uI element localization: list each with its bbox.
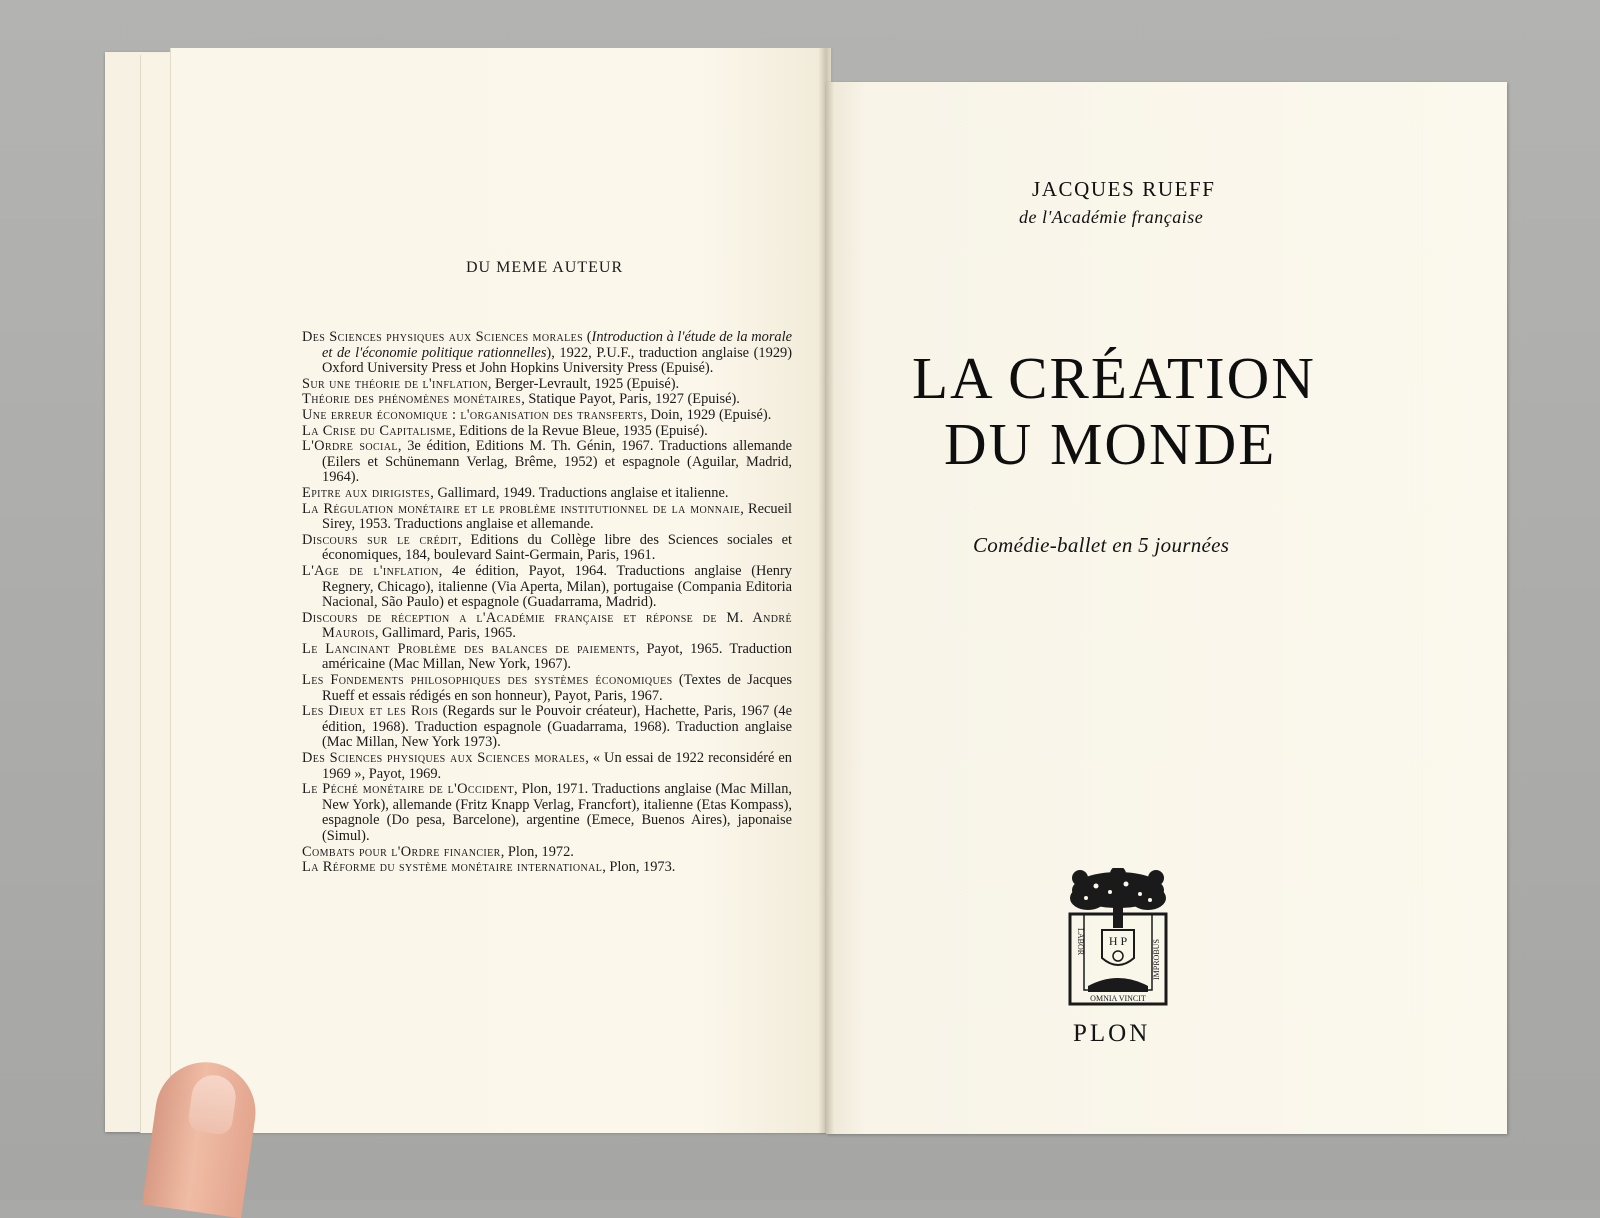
book-title-line-2: DU MONDE: [944, 411, 1277, 477]
bibliography-entry-details: , 4e édition, Payot, 1964. Traductions anglaise (Henry Regnery, Chicago), italienne (Via Aperta, Milan), portugaise (Compania Editoria Nacional, São Paulo) et espagnole (Guadarrama, Madrid).: [322, 562, 792, 611]
bibliography-entry: [302, 860, 792, 876]
bibliography-entry-title: Sur une théorie de l'inflation: [302, 375, 488, 392]
book-subtitle: Comédie-ballet en 5 journées: [973, 533, 1230, 557]
bibliography-entry-punct: (: [583, 329, 592, 345]
bibliography-entry-title: Une erreur économique : l'organisation des transferts: [302, 406, 644, 423]
bibliography-entry: [302, 377, 792, 393]
bibliography-entry-details: , 3e édition, Editions M. Th. Génin, 1967. Traductions allemande (Eilers et Schünemann Verlag, Brême, 1952) et espagnole (Aguilar, Madrid, 1964).: [322, 438, 792, 486]
bibliography-entry-title: La Crise du Capitalisme: [302, 422, 452, 439]
bibliography-entry: [302, 424, 792, 440]
bibliography-entry-title: Discours de réception a l'Académie française et réponse de M. André Maurois: [302, 609, 792, 642]
bibliography-entry: [302, 673, 792, 704]
bibliography-entry-title: Des Sciences physiques aux Sciences morales: [302, 329, 584, 345]
emblem-motto-bottom: OMNIA VINCIT: [1090, 994, 1146, 1003]
bibliography-entry-title: Discours sur le crédit: [302, 531, 458, 548]
bibliography-heading: DU MEME AUTEUR: [466, 259, 624, 276]
bibliography-entry-title: L'Ordre social: [302, 438, 398, 455]
bibliography-entry: [302, 564, 792, 611]
publisher-emblem-icon: [1066, 868, 1170, 1008]
bibliography-entry-details: , Doin, 1929 (Epuisé).: [643, 406, 772, 423]
emblem-motto-left: LABOR: [1076, 928, 1085, 956]
emblem-monogram: H P: [1108, 934, 1128, 948]
bibliography-entry-title: Théorie des phénomènes monétaires: [302, 391, 522, 408]
publisher-name: PLON: [1073, 1020, 1151, 1047]
emblem-motto-right: IMPROBUS: [1152, 939, 1161, 980]
bibliography-entry-title: La Régulation monétaire et le problème institutionnel de la monnaie: [302, 500, 741, 517]
bibliography-entry-details: (Regards sur le Pouvoir créateur), Hachette, Paris, 1967 (4e édition, 1968). Traduction espagnole (Guadarrama, 1968). Traduction anglaise (Mac Millan, New York 1973).: [322, 703, 792, 751]
bibliography-entry-details: , « Un essai de 1922 reconsidéré en 1969 », Payot, 1969.: [322, 750, 792, 782]
bibliography-list: [302, 330, 792, 876]
bibliography-entry-title: Epitre aux dirigistes: [302, 484, 431, 501]
bibliography-entry: [302, 408, 792, 424]
bibliography-entry: [302, 439, 792, 486]
bibliography-entry: [302, 533, 792, 564]
bibliography-entry: [302, 704, 792, 751]
bibliography-entry-details: , Editions de la Revue Bleue, 1935 (Epuisé).: [451, 422, 708, 439]
bibliography-entry-details: , Plon, 1971. Traductions anglaise (Mac Millan, New York), allemande (Fritz Knapp Verlag, Francfort), italienne (Etas Kompass), espagnole (Do pesa, Barcelone), argentine (Emece, Buenos Aires), japonaise (Simul).: [322, 781, 792, 844]
bibliography-entry-details: , Plon, 1973.: [602, 859, 676, 876]
bibliography-entry-details: ), 1922, P.U.F., traduction anglaise (1929) Oxford University Press et John Hopkins University Press (Epuisé).: [322, 344, 792, 377]
book-gutter: [818, 48, 834, 1134]
bibliography-entry: [302, 392, 792, 408]
bibliography-entry-details: , Gallimard, 1949. Traductions anglaise et italienne.: [430, 484, 729, 501]
bibliography-entry-title: Les Dieux et les Rois: [302, 703, 439, 720]
bibliography-entry-details: , Payot, 1965. Traduction américaine (Mac Millan, New York, 1967).: [322, 640, 792, 673]
bibliography-entry: [302, 330, 792, 377]
bibliography-entry: [302, 845, 792, 861]
bibliography-entry-details: , Statique Payot, Paris, 1927 (Epuisé).: [521, 391, 740, 408]
bibliography-entry-details: , Berger-Levrault, 1925 (Epuisé).: [487, 375, 680, 392]
bibliography-entry: [302, 486, 792, 502]
bibliography-entry-title: Combats pour l'Ordre financier: [302, 843, 501, 860]
bibliography-entry: [302, 782, 792, 844]
bibliography-entry: [302, 502, 792, 533]
author-name: JACQUES RUEFF: [1032, 177, 1216, 201]
bibliography-entry-title: Les Fondements philosophiques des systèmes économiques: [302, 672, 673, 689]
bibliography-entry-title: Le Péché monétaire de l'Occident: [302, 781, 515, 798]
bibliography-entry-details: , Plon, 1972.: [500, 843, 574, 860]
bibliography-entry-title: Des Sciences physiques aux Sciences morales: [302, 750, 586, 767]
bibliography-entry: [302, 642, 792, 673]
bibliography-entry-details: (Textes de Jacques Rueff et essais rédigés en son honneur), Payot, Paris, 1967.: [322, 672, 792, 704]
book-title-line-1: LA CRÉATION: [912, 345, 1316, 411]
bibliography-entry: [302, 751, 792, 782]
bibliography-entry-details: , Editions du Collège libre des Sciences sociales et économiques, 184, boulevard Saint-Germain, Paris, 1961.: [322, 531, 792, 564]
bibliography-entry-details: , Recueil Sirey, 1953. Traductions anglaise et allemande.: [322, 500, 792, 533]
author-affiliation: de l'Académie française: [1019, 207, 1204, 227]
bibliography-entry-title: Le Lancinant Problème des balances de paiements: [302, 640, 636, 657]
fingernail: [187, 1072, 239, 1136]
bibliography-entry-subtitle: Introduction à l'étude de la morale et de l'économie politique rationnelles: [322, 329, 792, 361]
bibliography-entry-details: , Gallimard, Paris, 1965.: [374, 625, 516, 642]
bibliography-entry-title: L'Age de l'inflation: [302, 562, 439, 579]
bibliography-entry: [302, 611, 792, 642]
bibliography-entry-title: La Réforme du système monétaire international: [302, 859, 603, 876]
